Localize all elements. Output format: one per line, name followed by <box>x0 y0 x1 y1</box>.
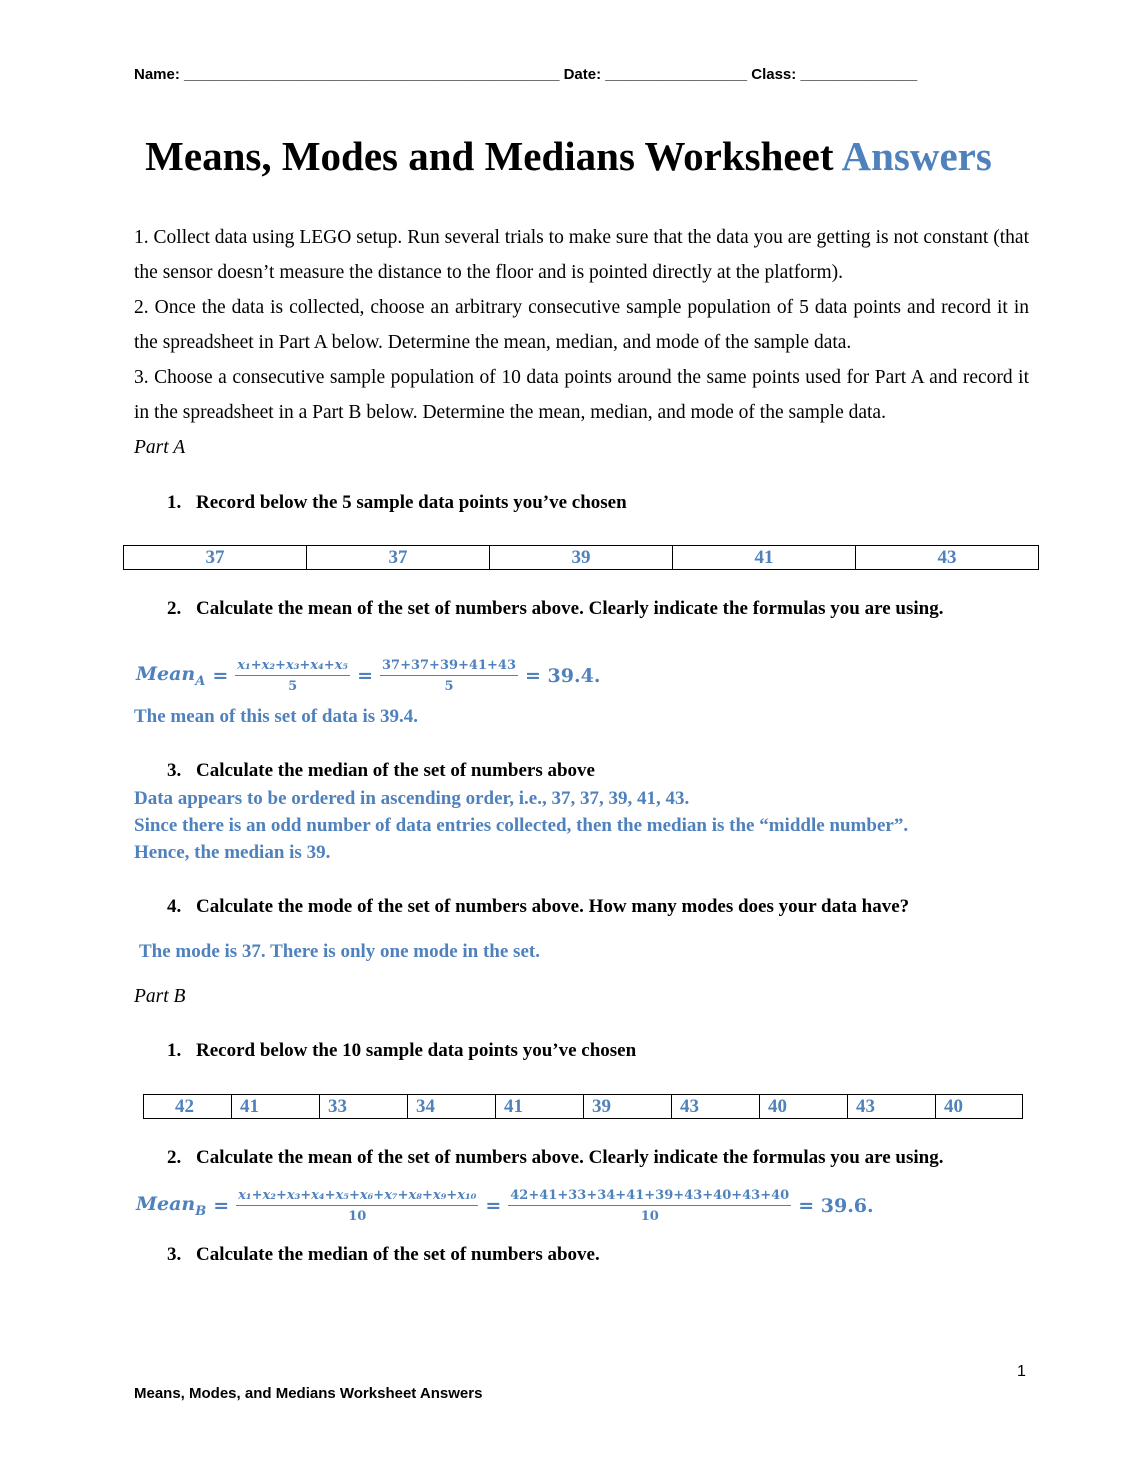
part-a-median-answer-3: Hence, the median is 39. <box>134 842 331 863</box>
data-cell: 39 <box>584 1095 672 1119</box>
part-a-median-answer-1: Data appears to be ordered in ascending order, i.e., 37, 37, 39, 41, 43. <box>134 788 690 809</box>
part-a-question-2: 2. Calculate the mean of the set of numbers above. Clearly indicate the formulas you are using. <box>167 598 944 619</box>
instruction-3: 3. Choose a consecutive sample population of 10 data points around the same points used for Part A and record it in the spreadsheet in a Part B below. Determine the mean, median, and mode of the sample data. <box>134 367 1029 423</box>
part-b-question-3: 3. Calculate the median of the set of numbers above. <box>167 1244 600 1265</box>
data-cell: 34 <box>408 1095 496 1119</box>
data-cell: 33 <box>320 1095 408 1119</box>
instruction-1: 1. Collect data using LEGO setup. Run several trials to make sure that the data you are getting is not constant (that the sensor doesn’t measure the distance to the floor and is pointed directly at the platform). <box>134 227 1029 283</box>
formula-fraction: $\frac{37+37+39+41+43}{5}$ <box>381 658 517 694</box>
page-footer: Means, Modes, and Medians Worksheet Answers <box>134 1385 483 1402</box>
data-cell: 43 <box>848 1095 936 1119</box>
data-cell: 39 <box>490 546 673 570</box>
part-b-data-table <box>143 1094 1023 1119</box>
table-row <box>124 546 1039 570</box>
part-b-question-2: 2. Calculate the mean of the set of numbers above. Clearly indicate the formulas you are using. <box>167 1147 944 1168</box>
name-date-class-line: Name: _____________________________________________ Date: _________________ Class: ______________ <box>134 66 918 83</box>
data-cell: 43 <box>856 546 1039 570</box>
formula-result: = 39.4. <box>525 665 601 687</box>
page-title <box>0 132 1137 180</box>
part-b-question-1: 1. Record below the 10 sample data points you’ve chosen <box>167 1040 637 1061</box>
title-accent: Answers <box>841 133 992 179</box>
formula-fraction: $\frac{\text{x₁+x₂+x₃+x₄+x₅+x₆+x₇+x₈+x₉+x₁₀}}{10}$ <box>238 1188 477 1224</box>
formula-result: = 39.6. <box>798 1195 874 1217</box>
data-cell: 43 <box>672 1095 760 1119</box>
data-cell: 37 <box>307 546 490 570</box>
formula-lhs: Mean$_B$ <box>136 1193 207 1219</box>
data-cell: 41 <box>496 1095 584 1119</box>
part-a-question-4: 4. Calculate the mode of the set of numbers above. How many modes does your data have? <box>167 896 910 917</box>
data-cell: 41 <box>673 546 856 570</box>
data-cell: 40 <box>936 1095 1023 1119</box>
part-b-mean-formula: Mean$_B$ = $\frac{\text{x₁+x₂+x₃+x₄+x₅+x₆+x₇+x₈+x₉+x₁₀}}{10}$ = $\frac{42+41+33+34+41+39+43+40+43+40}{10}$ = 39.6. <box>136 1188 874 1224</box>
part-a-question-3: 3. Calculate the median of the set of numbers above <box>167 760 595 781</box>
part-a-mean-answer: The mean of this set of data is 39.4. <box>134 706 418 727</box>
formula-lhs: Mean$_A$ <box>136 663 206 689</box>
data-cell: 41 <box>232 1095 320 1119</box>
formula-fraction: $\frac{\text{x₁+x₂+x₃+x₄+x₅}}{5}$ <box>237 658 349 694</box>
part-a-median-answer-2: Since there is an odd number of data entries collected, then the median is the “middle number”. <box>134 815 909 836</box>
page-number: 1 <box>1017 1363 1026 1380</box>
part-a-question-1: 1. Record below the 5 sample data points you’ve chosen <box>167 492 627 513</box>
instruction-2: 2. Once the data is collected, choose an arbitrary consecutive sample population of 5 data points and record it in the spreadsheet in Part A below. Determine the mean, median, and mode of the sample data. <box>134 297 1029 353</box>
data-cell: 37 <box>124 546 307 570</box>
part-b-label: Part B <box>134 986 186 1007</box>
formula-fraction: $\frac{42+41+33+34+41+39+43+40+43+40}{10}$ <box>510 1188 790 1224</box>
part-a-mean-formula: Mean$_A$ = $\frac{\text{x₁+x₂+x₃+x₄+x₅}}{5}$ = $\frac{37+37+39+41+43}{5}$ = 39.4. <box>136 658 601 694</box>
part-a-mode-answer: The mode is 37. There is only one mode in the set. <box>139 941 540 962</box>
data-cell: 40 <box>760 1095 848 1119</box>
part-a-label: Part A <box>134 437 186 458</box>
data-cell: 42 <box>144 1095 232 1119</box>
instructions <box>134 220 1029 430</box>
title-main: Means, Modes and Medians Worksheet <box>145 133 834 179</box>
table-row <box>144 1095 1023 1119</box>
part-a-data-table <box>123 545 1039 570</box>
